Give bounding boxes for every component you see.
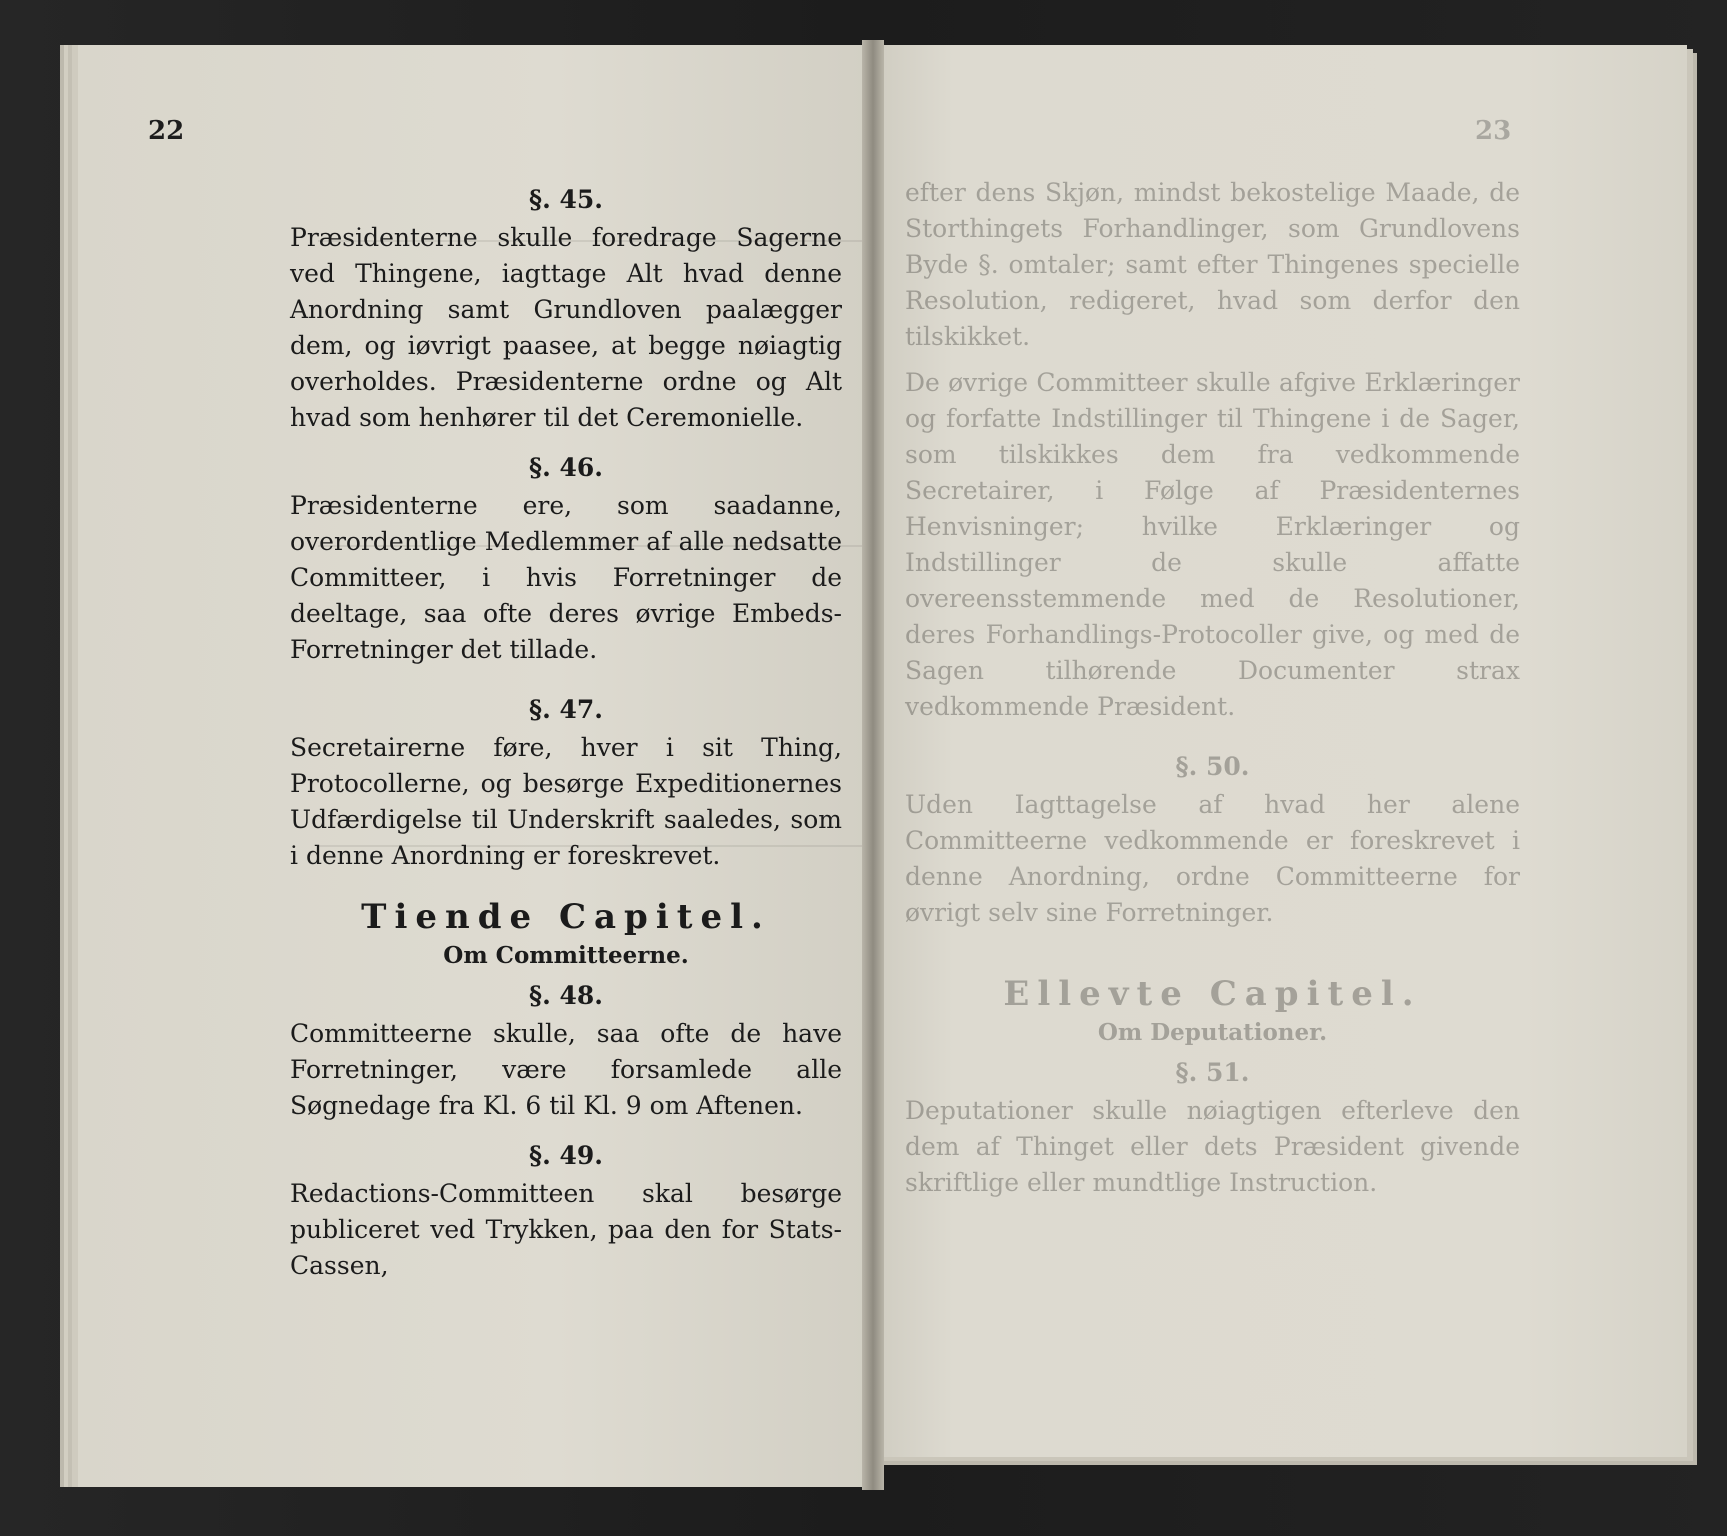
- page-number-left: 22: [148, 116, 185, 146]
- section-heading: §. 48.: [529, 981, 603, 1010]
- paragraph: Præsidenterne skulle foredrage Sagerne ved Thingene, iagttage Alt hvad denne Anordning samt Grundloven paalægger dem, og iøvrigt paasee, at begge nøiagtig overholdes. Præsidenterne ordne og Alt hvad som henhører til det Ceremonielle.: [290, 223, 842, 432]
- chapter-title: Tiende Capitel.: [361, 897, 771, 937]
- paragraph: De øvrige Committeer skulle afgive Erklæringer og forfatte Indstillinger til Thingene i de Sager, som tilskikkes dem fra vedkommende Secretairer, i Følge af Præsidenternes Henvisninger; hvilke Erklæringer og Indstillinger de skulle affatte overeensstemmende med de Resolutioner, deres Forhandlings-Protocoller give, og med de Sagen tilhørende Documenter strax vedkommende Præsident.: [905, 368, 1520, 721]
- section-heading: §. 50.: [1175, 752, 1250, 781]
- section-heading: §. 46.: [529, 453, 603, 482]
- left-text-column: [290, 178, 842, 1284]
- section-heading: §. 51.: [1175, 1058, 1250, 1087]
- section-heading: §. 45.: [529, 185, 603, 214]
- paragraph: Præsidenterne ere, som saadanne, overordentlige Medlemmer af alle nedsatte Committeer, i hvis Forretninger de deeltage, saa ofte deres øvrige Embeds-Forretninger det tillade.: [290, 491, 842, 664]
- paragraph: Secretairerne føre, hver i sit Thing, Protocollerne, og besørge Expeditionernes Udfærdigelse til Underskrift saaledes, som i denne Anordning er foreskrevet.: [290, 733, 842, 870]
- paragraph: efter dens Skjøn, mindst bekostelige Maade, de Storthingets Forhandlinger, som Grundlovens Byde §. omtaler; samt efter Thingenes specielle Resolution, redigeret, hvad som derfor den tilskikket.: [905, 178, 1520, 351]
- right-text-column-faded: [905, 175, 1520, 1201]
- paragraph: Uden Iagttagelse af hvad her alene Committeerne vedkommende er foreskrevet i denne Anordning, ordne Committeerne for øvrigt selv sine Forretninger.: [905, 790, 1520, 927]
- paragraph: Redactions-Committeen skal besørge publiceret ved Trykken, paa den for Stats-Cassen,: [290, 1179, 842, 1280]
- chapter-title: Ellevte Capitel.: [1003, 974, 1422, 1014]
- paragraph: Deputationer skulle nøiagtigen efterleve den dem af Thinget eller dets Præsident givende skriftlige eller mundtlige Instruction.: [905, 1096, 1520, 1197]
- paragraph: Committeerne skulle, saa ofte de have Forretninger, være forsamlede alle Søgnedage fra Kl. 6 til Kl. 9 om Aftenen.: [290, 1019, 842, 1120]
- page-number-right: 23: [1475, 116, 1512, 146]
- chapter-subtitle: Om Committeerne.: [443, 942, 689, 969]
- chapter-subtitle: Om Deputationer.: [1097, 1019, 1328, 1046]
- book-gutter: [862, 40, 884, 1490]
- section-heading: §. 47.: [529, 695, 603, 724]
- section-heading: §. 49.: [529, 1141, 603, 1170]
